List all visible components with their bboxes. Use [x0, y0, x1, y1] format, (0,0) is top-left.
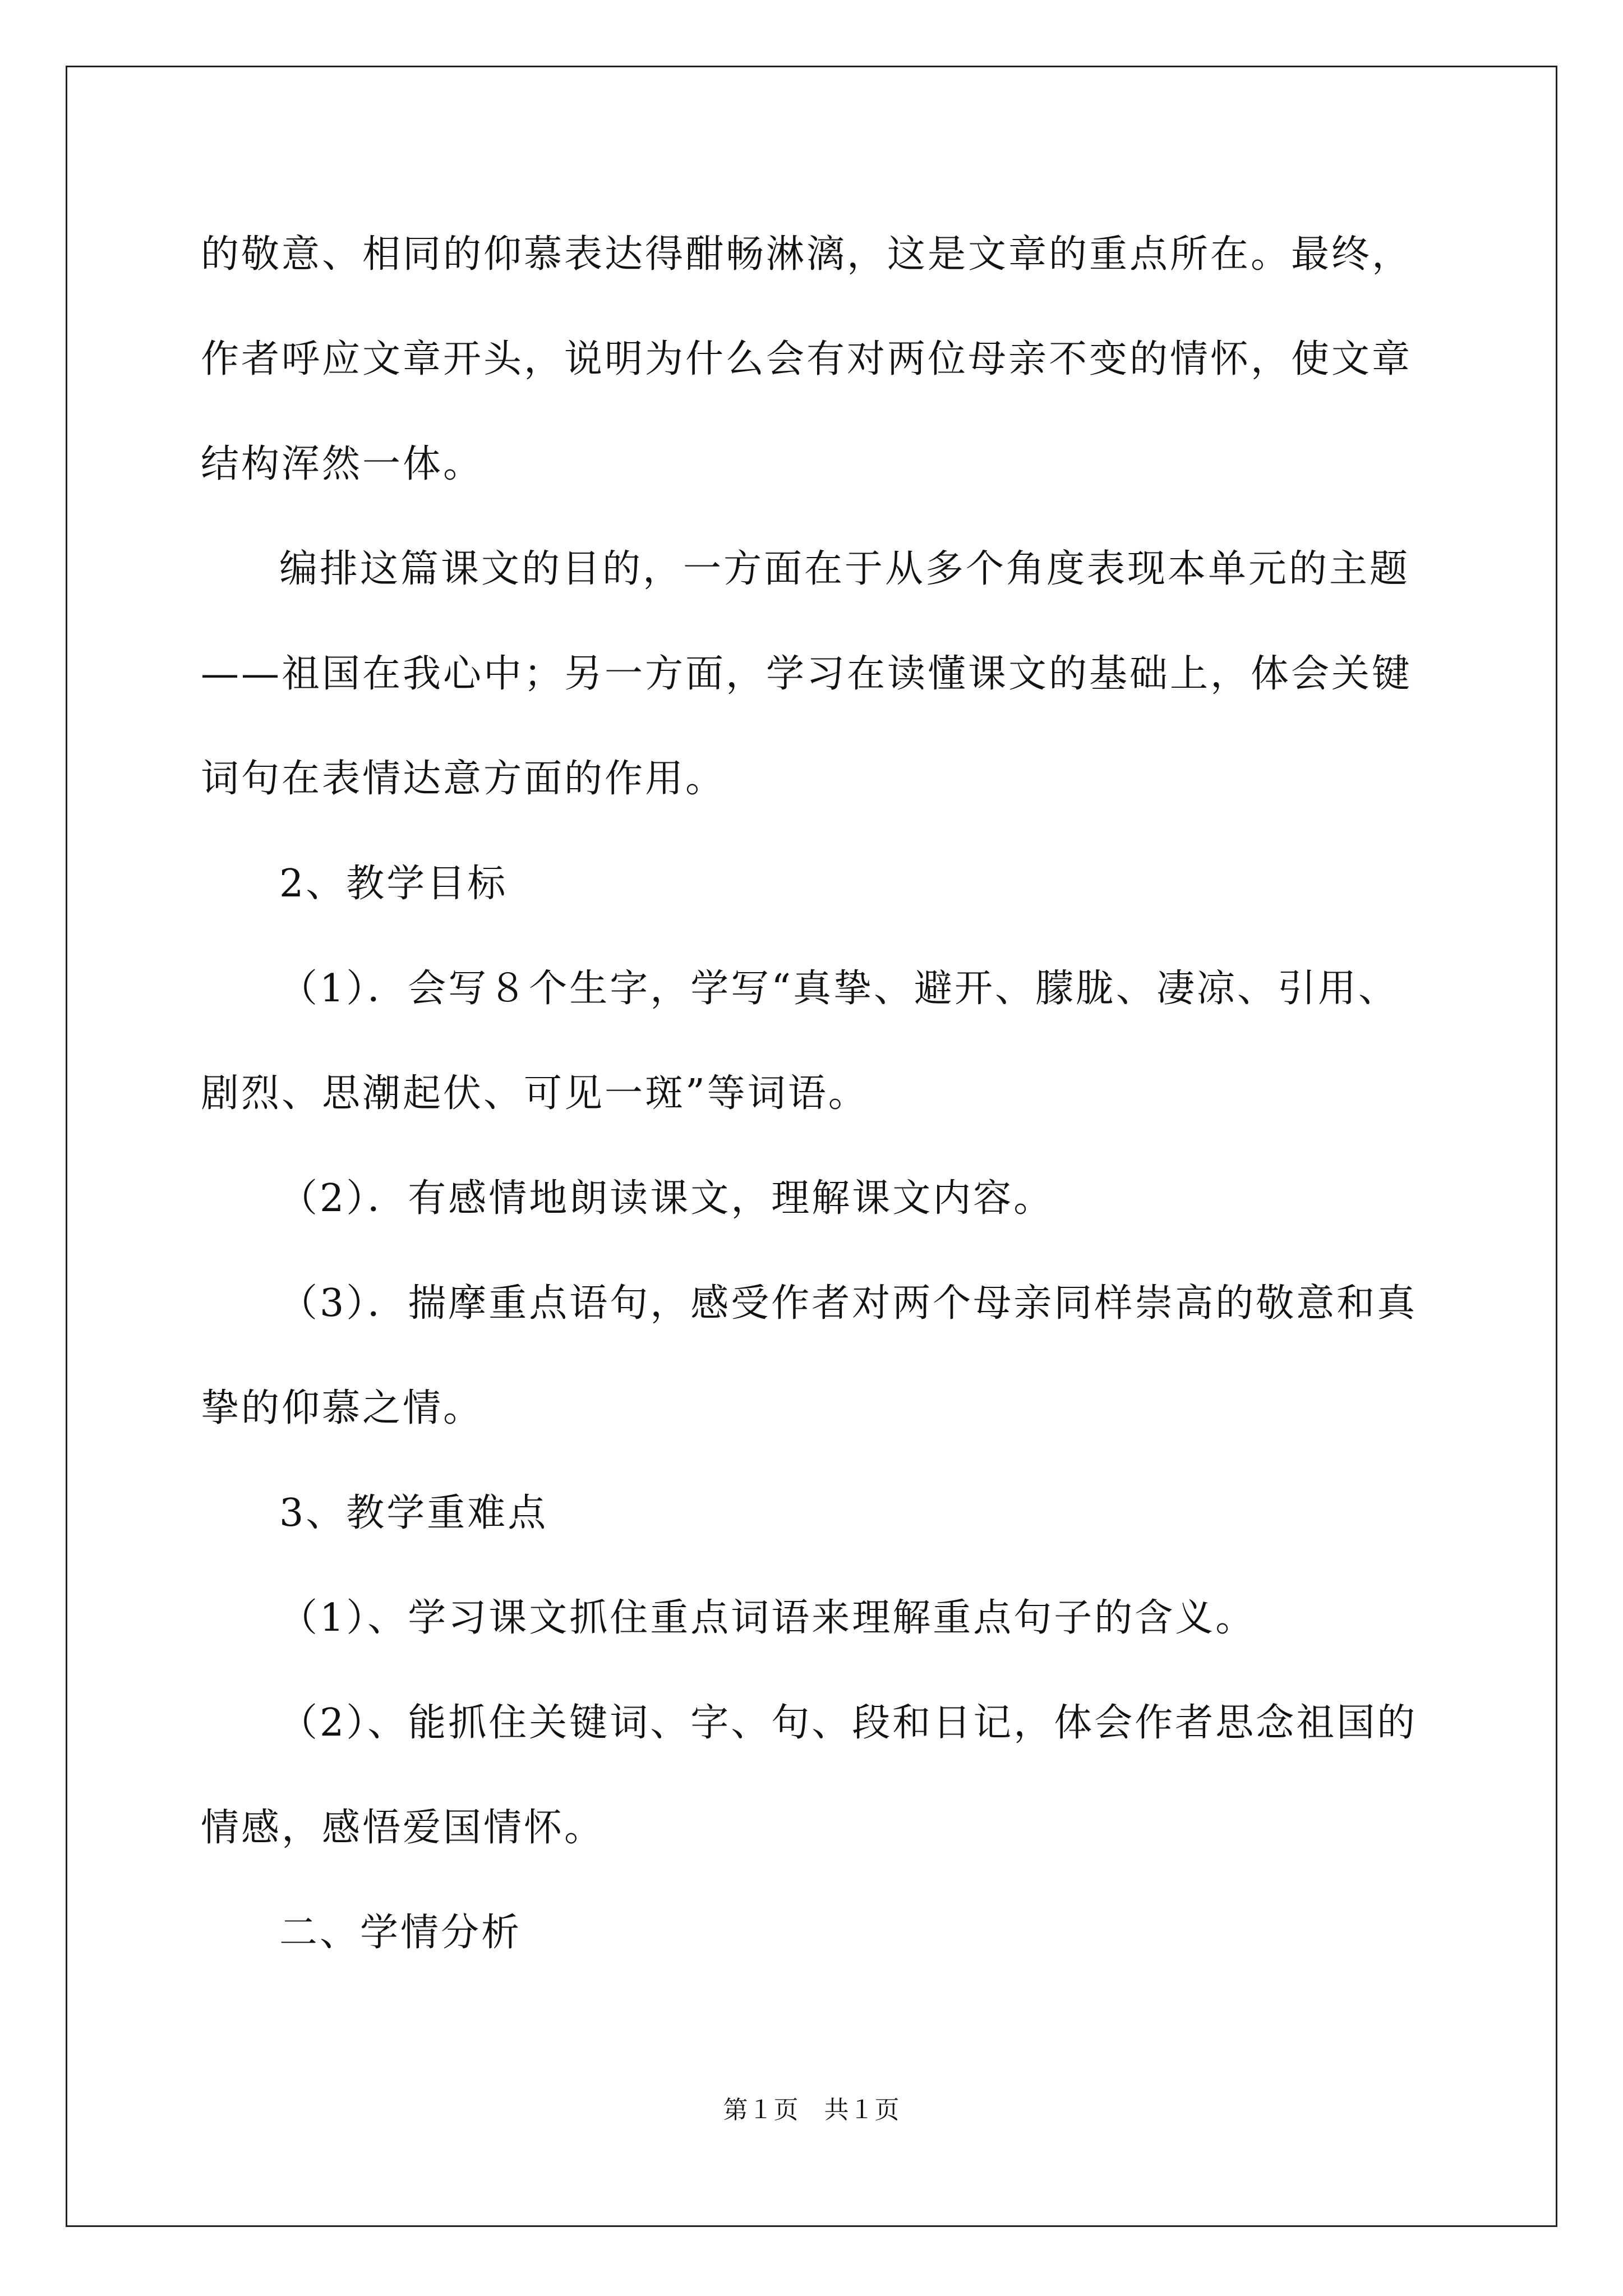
section-heading-teaching-goals: 2、教学目标	[279, 862, 508, 906]
paragraph-2: 编排这篇课文的目的，一方面在于从多个角度表现本单元的主题——祖国在我心中；另一方面，学习在读懂课文的基础上，体会关键词句在表情达意方面的作用。	[201, 547, 1413, 801]
key-point-item-2: （2）、能抓住关键词、字、句、段和日记，体会作者思念祖国的情感，感悟爱国情怀。	[201, 1701, 1418, 1850]
paragraph-1: 的敬意、相同的仰慕表达得酣畅淋漓，这是文章的重点所在。最终，作者呼应文章开头，说明为什么会有对两位母亲不变的情怀，使文章结构浑然一体。	[201, 232, 1413, 486]
goal-item-1: （1）．会写８个生字，学写“真挚、避开、朦胧、凄凉、引用、剧烈、思潮起伏、可见一斑”等词语。	[201, 967, 1399, 1116]
key-point-item-1: （1）、学习课文抓住重点词语来理解重点句子的含义。	[279, 1596, 1256, 1640]
document-body	[201, 202, 1429, 1985]
section-heading-student-analysis: 二、学情分析	[279, 1911, 522, 1955]
goal-item-2: （2）．有感情地朗读课文，理解课文内容。	[279, 1176, 1054, 1221]
page-footer: 第１页 共１页	[723, 2096, 900, 2124]
goal-item-3: （3）．揣摩重点语句，感受作者对两个母亲同样崇高的敬意和真挚的仰慕之情。	[201, 1281, 1418, 1430]
section-heading-key-points: 3、教学重难点	[279, 1491, 548, 1535]
